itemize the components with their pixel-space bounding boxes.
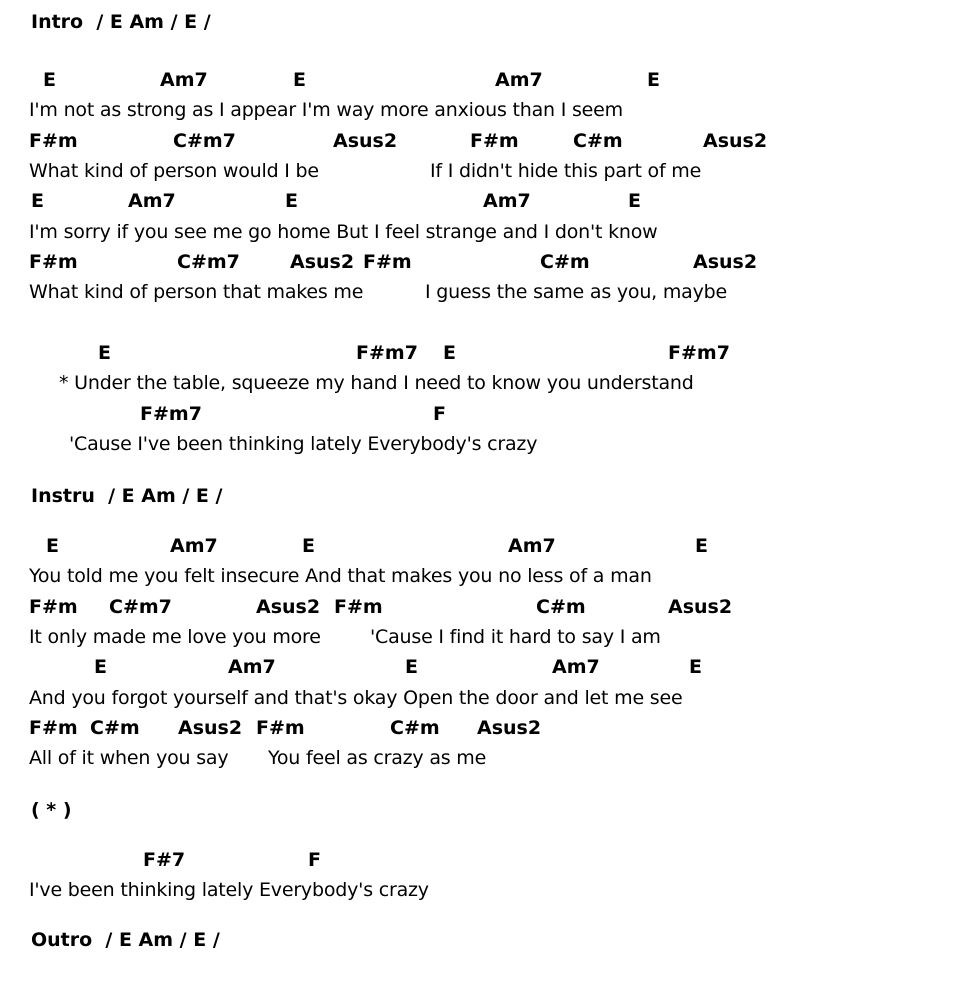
lyric-line <box>0 622 966 652</box>
chord: E <box>628 190 641 212</box>
section-label: Instru / E Am / E / <box>31 485 223 507</box>
section-label: Intro / E Am / E / <box>31 11 211 33</box>
chord-line <box>0 592 966 622</box>
chord: Asus2 <box>256 596 321 618</box>
chord: E <box>695 535 708 557</box>
lyric-text: If I didn't hide this part of me <box>430 160 702 182</box>
chord-line <box>0 531 966 561</box>
chord-line <box>0 399 966 429</box>
lyric-text: What kind of person would I be <box>29 160 319 182</box>
chord: F <box>308 849 321 871</box>
lyric-text: 'Cause I find it hard to say I am <box>370 626 661 648</box>
section-label-line <box>0 925 966 955</box>
chord: F#m <box>29 251 78 273</box>
chord: C#m <box>540 251 590 273</box>
lyric-text: You told me you felt insecure And that makes you no less of a man <box>29 565 652 587</box>
lyric-line <box>0 743 966 773</box>
chord: C#m7 <box>109 596 172 618</box>
lyric-line <box>0 875 966 905</box>
chord: E <box>31 190 44 212</box>
chord: F#m <box>334 596 383 618</box>
chord: E <box>647 69 660 91</box>
chord: Am7 <box>483 190 531 212</box>
section-label-line <box>0 481 966 511</box>
chord: Am7 <box>170 535 218 557</box>
chord: Asus2 <box>477 717 542 739</box>
lyric-line <box>0 561 966 591</box>
chord: Asus2 <box>290 251 355 273</box>
chord: E <box>46 535 59 557</box>
chord: Asus2 <box>178 717 243 739</box>
chord: Am7 <box>508 535 556 557</box>
section-label-line <box>0 795 966 825</box>
lyric-text: And you forgot yourself and that's okay Open the door and let me see <box>29 687 683 709</box>
lyric-text: I've been thinking lately Everybody's crazy <box>29 879 429 901</box>
lyric-text: All of it when you say <box>29 747 229 769</box>
chord: F#m <box>29 130 78 152</box>
section-label: ( * ) <box>31 799 72 821</box>
chord: F#m <box>29 717 78 739</box>
lyric-text: 'Cause I've been thinking lately Everybody's crazy <box>69 433 538 455</box>
lyric-text: I guess the same as you, maybe <box>425 281 727 303</box>
chord: Asus2 <box>693 251 758 273</box>
chord: Asus2 <box>333 130 398 152</box>
lyric-line <box>0 217 966 247</box>
lyric-text: * Under the table, squeeze my hand I need to know you understand <box>59 372 694 394</box>
lyric-line <box>0 95 966 125</box>
lyric-text: What kind of person that makes me <box>29 281 364 303</box>
lyric-line <box>0 156 966 186</box>
lyric-text: You feel as crazy as me <box>268 747 487 769</box>
chord: E <box>98 342 111 364</box>
chord-line <box>0 247 966 277</box>
chord: F <box>433 403 446 425</box>
chord: Am7 <box>495 69 543 91</box>
chord: F#m <box>256 717 305 739</box>
chord: Asus2 <box>668 596 733 618</box>
lyric-text: It only made me love you more <box>29 626 321 648</box>
chord-line <box>0 186 966 216</box>
chord: E <box>293 69 306 91</box>
chord: Am7 <box>128 190 176 212</box>
chord: Am7 <box>228 656 276 678</box>
chord: C#m <box>390 717 440 739</box>
chord: F#7 <box>143 849 186 871</box>
chord: F#m <box>363 251 412 273</box>
chord-line <box>0 652 966 682</box>
section-label: Outro / E Am / E / <box>31 929 220 951</box>
chord-line <box>0 338 966 368</box>
chord: C#m7 <box>173 130 236 152</box>
chord: C#m <box>573 130 623 152</box>
chord: E <box>689 656 702 678</box>
chord: F#m7 <box>668 342 730 364</box>
lyric-text: I'm not as strong as I appear I'm way more anxious than I seem <box>29 99 623 121</box>
chord: Am7 <box>552 656 600 678</box>
lyric-line <box>0 429 966 459</box>
chord: F#m <box>29 596 78 618</box>
chord: Am7 <box>160 69 208 91</box>
chord: E <box>302 535 315 557</box>
section-label-line <box>0 7 966 37</box>
chord: C#m <box>90 717 140 739</box>
chord-line <box>0 845 966 875</box>
chord: C#m <box>536 596 586 618</box>
chord: E <box>285 190 298 212</box>
chord: F#m <box>470 130 519 152</box>
chord-line <box>0 126 966 156</box>
chord: C#m7 <box>177 251 240 273</box>
chord: F#m7 <box>140 403 202 425</box>
chord: E <box>94 656 107 678</box>
chord-line <box>0 713 966 743</box>
chord: E <box>43 69 56 91</box>
lyric-line <box>0 277 966 307</box>
chord: Asus2 <box>703 130 768 152</box>
lyric-text: I'm sorry if you see me go home But I feel strange and I don't know <box>29 221 658 243</box>
chord: E <box>443 342 456 364</box>
chord: F#m7 <box>356 342 418 364</box>
chord-line <box>0 65 966 95</box>
lyric-line <box>0 683 966 713</box>
lyric-line <box>0 368 966 398</box>
chord: E <box>405 656 418 678</box>
